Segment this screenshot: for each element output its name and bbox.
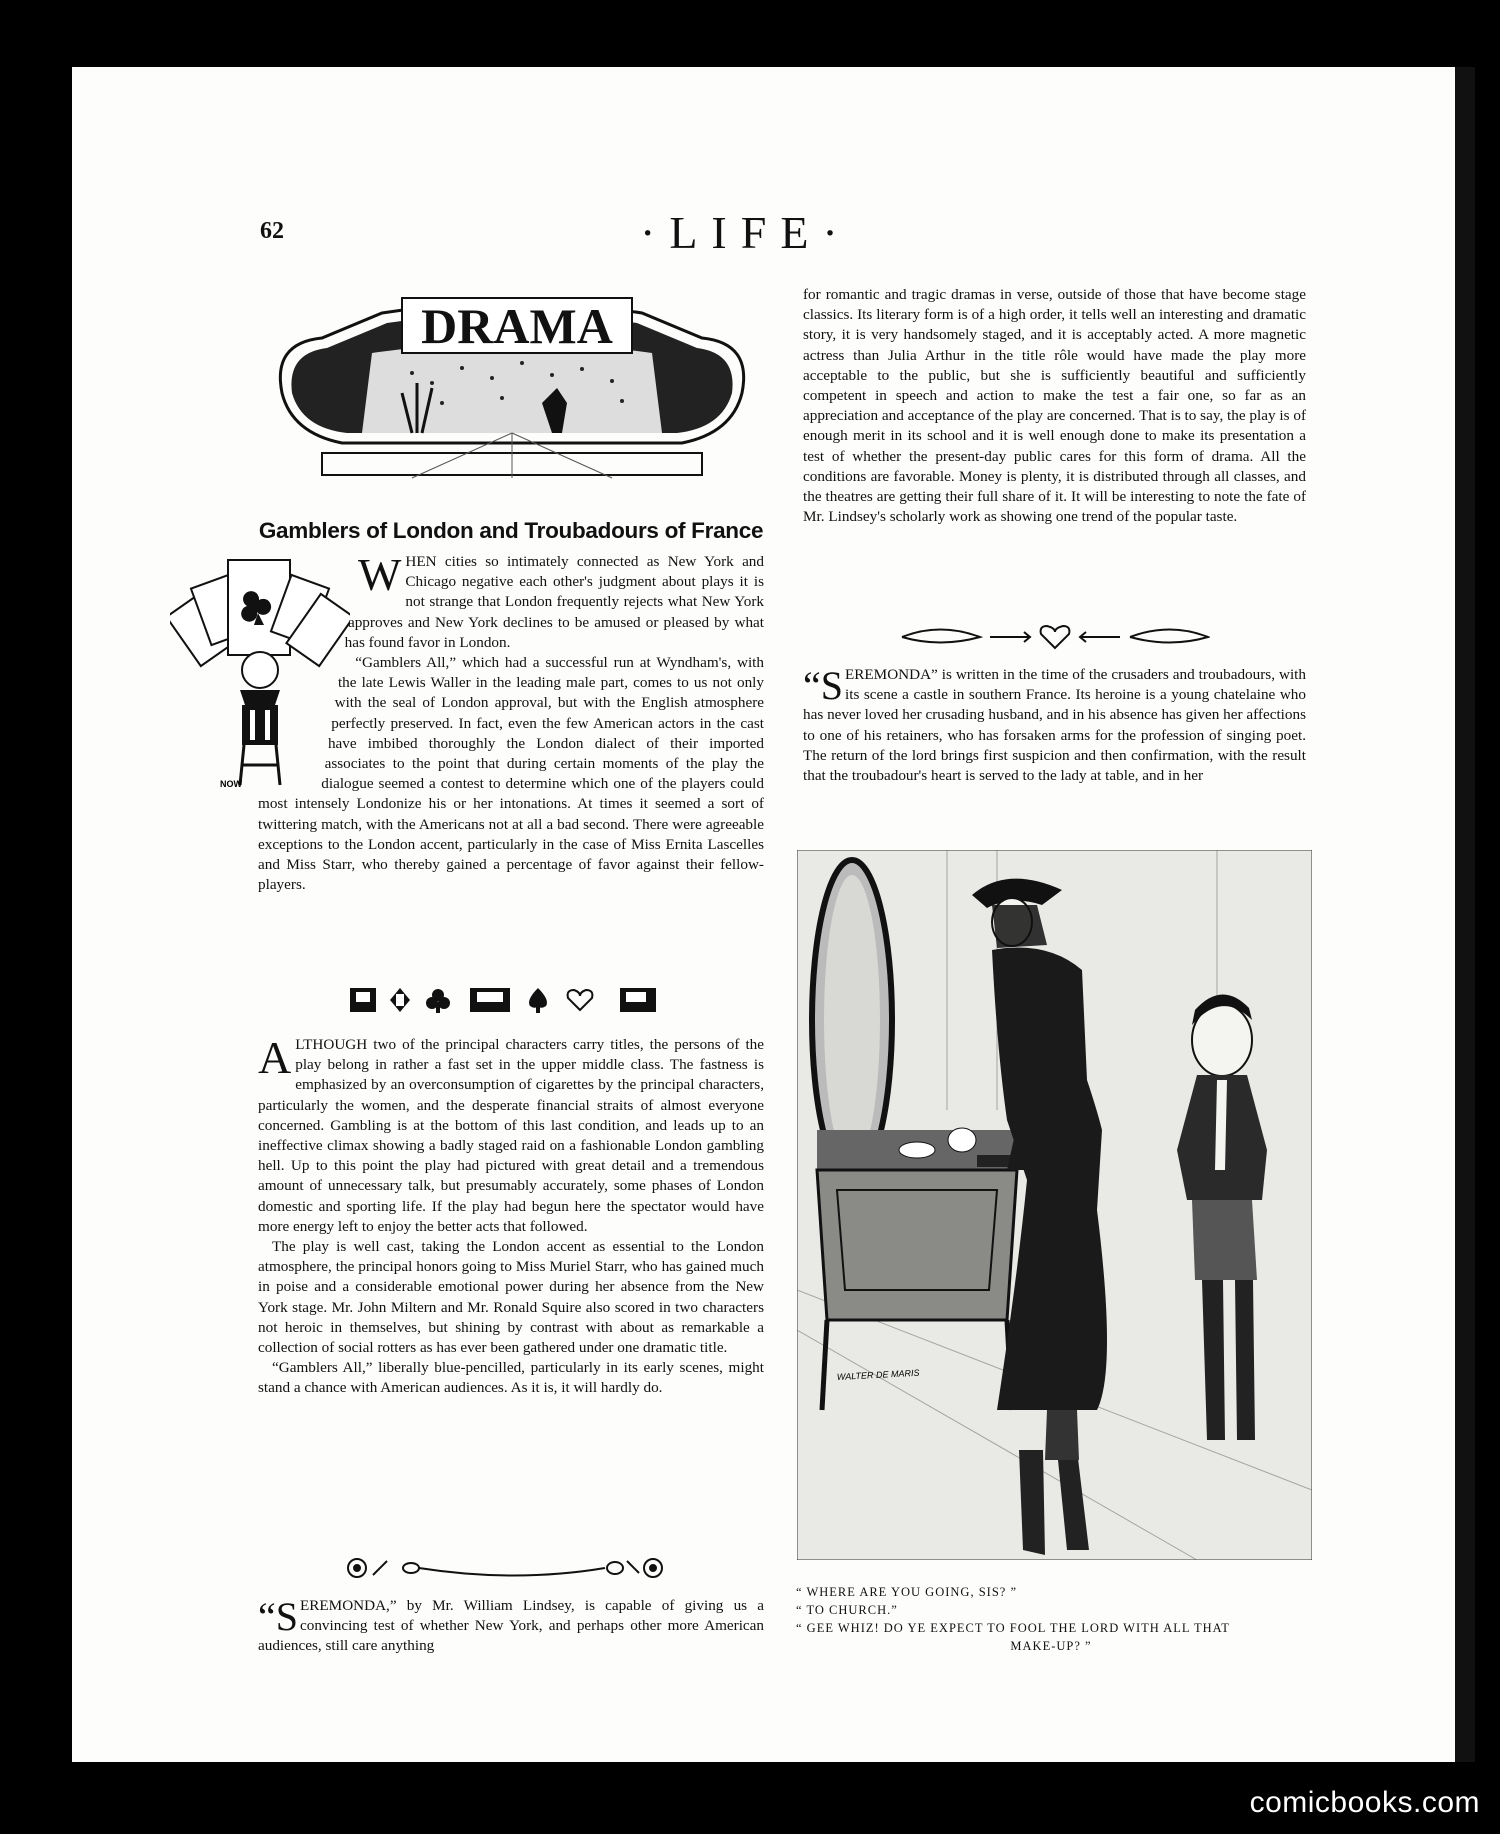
masthead-title: ·LIFE· [640, 207, 852, 258]
next-page-edge [1455, 67, 1475, 1762]
paragraph-text: The play is well cast, taking the London accent as essential to the London atmosphere, the principal honors going to Miss Muriel Starr, who has gained much in poise and a considerable emotional power during her absence from the New York stage. Mr. John Miltern and Mr. Ronald Squire also scored in two characters not heroic in themselves, but shining by contrast with about as remarkable a collection of social rotters as has ever been gathered under one dramatic title. [258, 1238, 764, 1357]
paragraph-text: LTHOUGH two of the principal characters carry titles, the persons of the play belong in rather a fast set in the upper middle class. The fastness is emphasized by an overconsumption of cigarettes by the principal characters, particularly the women, and the desperate financial straits of almost everyone concerned. Gambling is at the bottom of this last condition, and leads up to an ineffective climax showing a badly staged raid on a fashionable London gambling hell. Up to this point the play had pictured with great detail and a tremendous amount of unnecessary talk, but presumably accurately, some phases of London domestic and sporting life. If the play had begun here the spectator would have more energy left to enjoy the better acts that followed. [258, 1036, 764, 1235]
caption-line: MAKE-UP? ” [1010, 1639, 1092, 1653]
article-gambling-paragraph [258, 1032, 764, 1399]
bow-arrow-heart-ornament [900, 622, 1210, 652]
cartoon-illustration [797, 850, 1312, 1560]
page-number: 62 [260, 218, 284, 244]
drop-cap-s-right: “S [803, 663, 843, 708]
now-label: NOW [220, 779, 242, 789]
paragraph-text: “Gamblers All,” liberally blue-pencilled, particularly in its early scenes, might stand a chance with American audiences. As it is, it will hardly do. [258, 1359, 764, 1397]
banner-label: DRAMA [421, 298, 613, 354]
article-seremonda-plot [803, 665, 1306, 786]
caption-line: “ WHERE ARE YOU GOING, SIS? ” [796, 1585, 1017, 1599]
chain-ornament [345, 1553, 665, 1583]
article-intro-paragraph [258, 549, 764, 895]
card-suit-ornament [350, 985, 670, 1015]
paragraph-text: “Gamblers All,” which had a successful run at Wyndham's, with the late Lewis Waller in the leading male part, comes to us not only with the seal of London approval, but with the English atmosphere perfectly preserved. In fact, even the few American actors in the cast have imbibed thoroughly the London dialect of their imported associates to the point that during certain moments of the play the dialogue seemed a contest to determine which one of the players could most intensely Londonize his or her intonations. At times it seemed a sort of twittering match, with the Americans not at all a bad second. There were agreeable exceptions to the London accent, particularly in the case of Miss Ernita Lascelles and Miss Starr, who thereby gained a percentage of favor against their fellow-players. [258, 654, 764, 894]
paragraph-text: EREMONDA” is written in the time of the crusaders and troubadours, with its scene a castle in southern France. Its heroine is a young chatelaine who has never loved her crusading husband, and in his absence has given her affections to one of his retainers, who has forsaken arms for the profession of singing poet. The return of the lord brings first suspicion and then confirmation, with the result that the troubadour's heart is served to the lady at table, and in her [803, 666, 1306, 785]
artist-signature: WALTER DE MARIS [836, 1367, 920, 1382]
caption-line: “ GEE WHIZ! DO YE EXPECT TO FOOL THE LORD WITH ALL THAT [796, 1621, 1230, 1635]
paragraph-text: for romantic and tragic dramas in verse, outside of those that have become stage classics. Its literary form is of a high order, it tells well an interesting and dramatic story, it is very handsomely staged, and it is acceptably acted. A more magnetic actress than Julia Arthur in the title rôle would have made the play more acceptable to the public, but she is sufficiently beautiful and sufficiently competent in speech and action to make the test a fair one, so far as an appreciation and acceptance of the play are concerned. That is to say, the play is of enough merit in its school and it is well enough done to make its presentation a test of whether the present-day public cares for this form of drama. All the conditions are favorable. Money is plenty, it is distributed through all classes, and the theatres are getting their full share of it. It will be interesting to note the fate of Mr. Lindsey's scholarly work as showing one trend of the popular taste. [803, 286, 1306, 526]
drop-cap-w: W [358, 549, 402, 600]
article-headline: Gamblers of London and Troubadours of France [258, 518, 764, 543]
article-seremonda-continued [803, 285, 1306, 527]
drop-cap-s: “S [258, 1594, 298, 1639]
drama-banner-illustration [262, 283, 762, 483]
article-seremonda-intro [258, 1596, 764, 1657]
cartoon-caption [796, 1583, 1306, 1655]
caption-line: “ TO CHURCH.” [796, 1603, 898, 1617]
drop-cap-a: A [258, 1032, 292, 1083]
paragraph-text: EREMONDA,” by Mr. William Lindsey, is capable of giving us a convincing test of whether New York, and perhaps other more American audiences, still care anything [258, 1597, 764, 1655]
watermark-text: comicbooks.com [1249, 1786, 1480, 1819]
paragraph-text: HEN cities so intimately connected as New York and Chicago negative each other's judgment about plays it is not strange that London frequently rejects what New York approves and New York declines to be amused or pleased by what has found favor in London. [344, 553, 764, 651]
